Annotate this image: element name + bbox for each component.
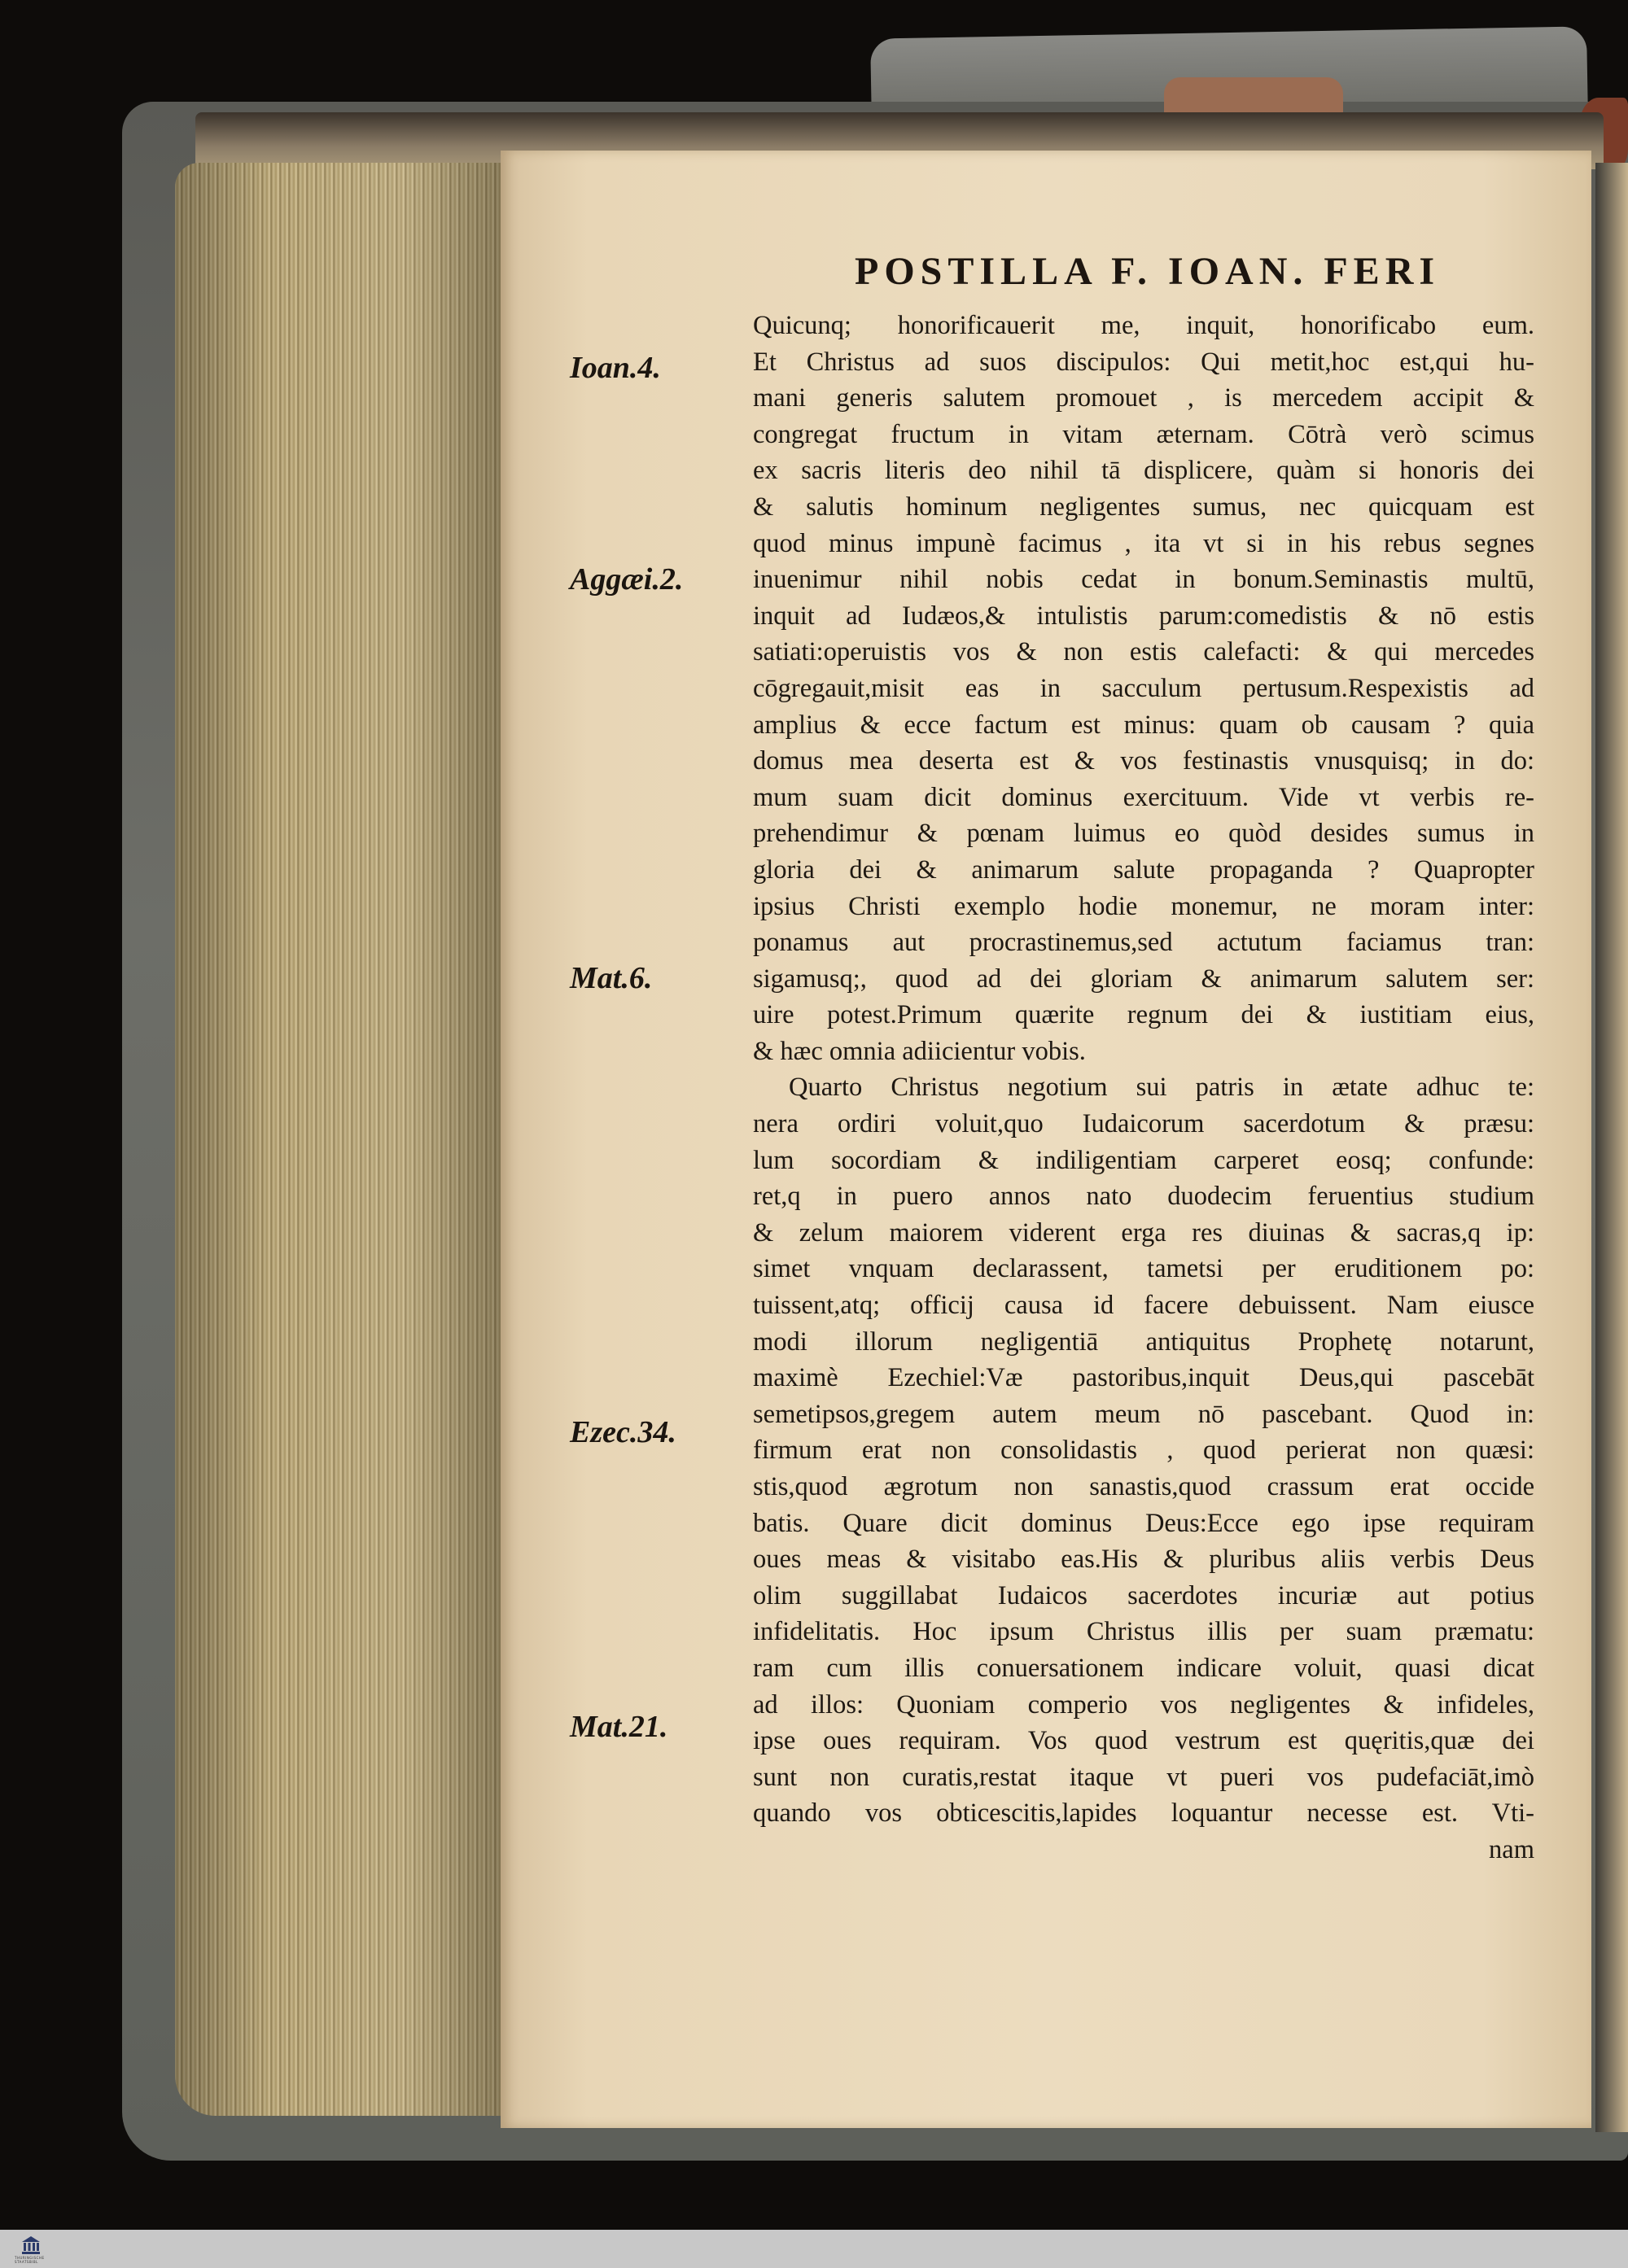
text-line: inquit ad Iudæos,& intulistis parum:comedistis & nō estis (753, 601, 1534, 631)
text-line: infidelitatis. Hoc ipsum Christus illis per suam præmatu: (753, 1617, 1534, 1647)
text-line: Et Christus ad suos discipulos: Qui metit,hoc est,qui hu- (753, 347, 1534, 377)
text-line: gloria dei & animarum salute propaganda ? Quapropter (753, 854, 1534, 885)
text-line: stis,quod ægrotum non sanastis,quod crassum erat occide (753, 1472, 1534, 1501)
text-line: ad illos: Quoniam comperio vos negligentes & infideles, (753, 1689, 1534, 1720)
text-line: ex sacris literis deo nihil tā displicere, quàm si honoris dei (753, 456, 1534, 486)
text-line: & salutis hominum negligentes sumus, nec quicquam est (753, 492, 1534, 522)
text-line: ponamus aut procrastinemus,sed actutum faciamus tran: (753, 928, 1534, 958)
text-line: ipsius Christi exemplo hodie monemur, ne moram inter: (753, 891, 1534, 921)
text-line: amplius & ecce factum est minus: quam ob causam ? quia (753, 710, 1534, 740)
text-line: simet vnquam declarassent, tametsi per eruditionem po: (753, 1254, 1534, 1284)
text-line: oues meas & visitabo eas.His & pluribus aliis verbis Deus (753, 1545, 1534, 1575)
text-line: sigamusq;, quod ad dei gloriam & animarum salutem ser: (753, 964, 1534, 994)
margin-note: Ezec.34. (570, 1415, 676, 1449)
text-line: quod minus impunè facimus , ita vt si in his rebus segnes (753, 528, 1534, 558)
facing-page-edge (1595, 163, 1628, 2132)
library-logo (15, 2233, 47, 2266)
margin-note: Mat.6. (570, 961, 653, 995)
text-line: congregat fructum in vitam æternam. Cōtrà verò scimus (753, 419, 1534, 449)
text-line: ram cum illis conuersationem indicare voluit, quasi dicat (753, 1653, 1534, 1683)
text-line: & hæc omnia adiicientur vobis. (753, 1036, 1086, 1066)
text-line: domus mea deserta est & vos festinastis vnusquisq; in do: (753, 746, 1534, 776)
margin-note: Aggæi.2. (570, 562, 684, 596)
logo-caption: THURINGISCHE STAATSBIBL (15, 2256, 45, 2264)
text-line: & zelum maiorem viderent erga res diuinas & sacras,q ip: (753, 1217, 1534, 1248)
text-line: modi illorum negligentiā antiquitus Prophetę notarunt, (753, 1326, 1534, 1357)
text-line: inuenimur nihil nobis cedat in bonum.Seminastis multū, (753, 565, 1534, 595)
text-line: ret,q in puero annos nato duodecim feruentius studium (753, 1182, 1534, 1212)
margin-note: Mat.21. (570, 1710, 668, 1744)
library-building-icon (20, 2235, 42, 2256)
text-line: maximè Ezechiel:Væ pastoribus,inquit Deus,qui pascebāt (753, 1363, 1534, 1393)
page-fore-edge (175, 163, 501, 2116)
text-line: lum socordiam & indiligentiam carperet eosq; confunde: (753, 1145, 1534, 1175)
text-line: firmum erat non consolidastis , quod perierat non quæsi: (753, 1436, 1534, 1466)
text-line: quando vos obticescitis,lapides loquantur necesse est. Vti- (753, 1798, 1534, 1829)
text-line: satiati:operuistis vos & non estis calefacti: & qui mercedes (753, 637, 1534, 667)
viewer-footer-bar (0, 2230, 1628, 2268)
text-line: uire potest.Primum quærite regnum dei & iustitiam eius, (753, 1000, 1534, 1030)
text-line: mum suam dicit dominus exercituum. Vide vt verbis re- (753, 782, 1534, 812)
text-line: nera ordiri voluit,quo Iudaicorum sacerdotum & præsu: (753, 1109, 1534, 1139)
text-line: batis. Quare dicit dominus Deus:Ecce ego ipse requiram (753, 1508, 1534, 1538)
text-line: prehendimur & pœnam luimus eo quòd desides sumus in (753, 819, 1534, 849)
text-line: cōgregauit,misit eas in sacculum pertusum.Respexistis ad (753, 673, 1534, 703)
running-head: POSTILLA F. IOAN. FERI (855, 250, 1441, 293)
margin-note: Ioan.4. (570, 351, 661, 385)
text-line: olim suggillabat Iudaicos sacerdotes incuriæ aut potius (753, 1580, 1534, 1610)
text-line: Quicunq; honorificauerit me, inquit, honorificabo eum. (753, 311, 1534, 340)
text-line: sunt non curatis,restat itaque vt pueri vos pudefaciāt,imò (753, 1762, 1534, 1792)
body-text (753, 308, 1534, 1868)
text-line: ipse oues requiram. Vos quod vestrum est quęritis,quæ dei (753, 1726, 1534, 1756)
text-line: Quarto Christus negotium sui patris in ætate adhuc te: (789, 1073, 1534, 1103)
catchword: nam (1489, 1834, 1534, 1864)
text-line: semetipsos,gregem autem meum nō pascebant. Quod in: (753, 1399, 1534, 1429)
text-line: mani generis salutem promouet , is mercedem accipit & (753, 383, 1534, 413)
text-line: tuissent,atq; officij causa id facere debuissent. Nam eiusce (753, 1291, 1534, 1321)
